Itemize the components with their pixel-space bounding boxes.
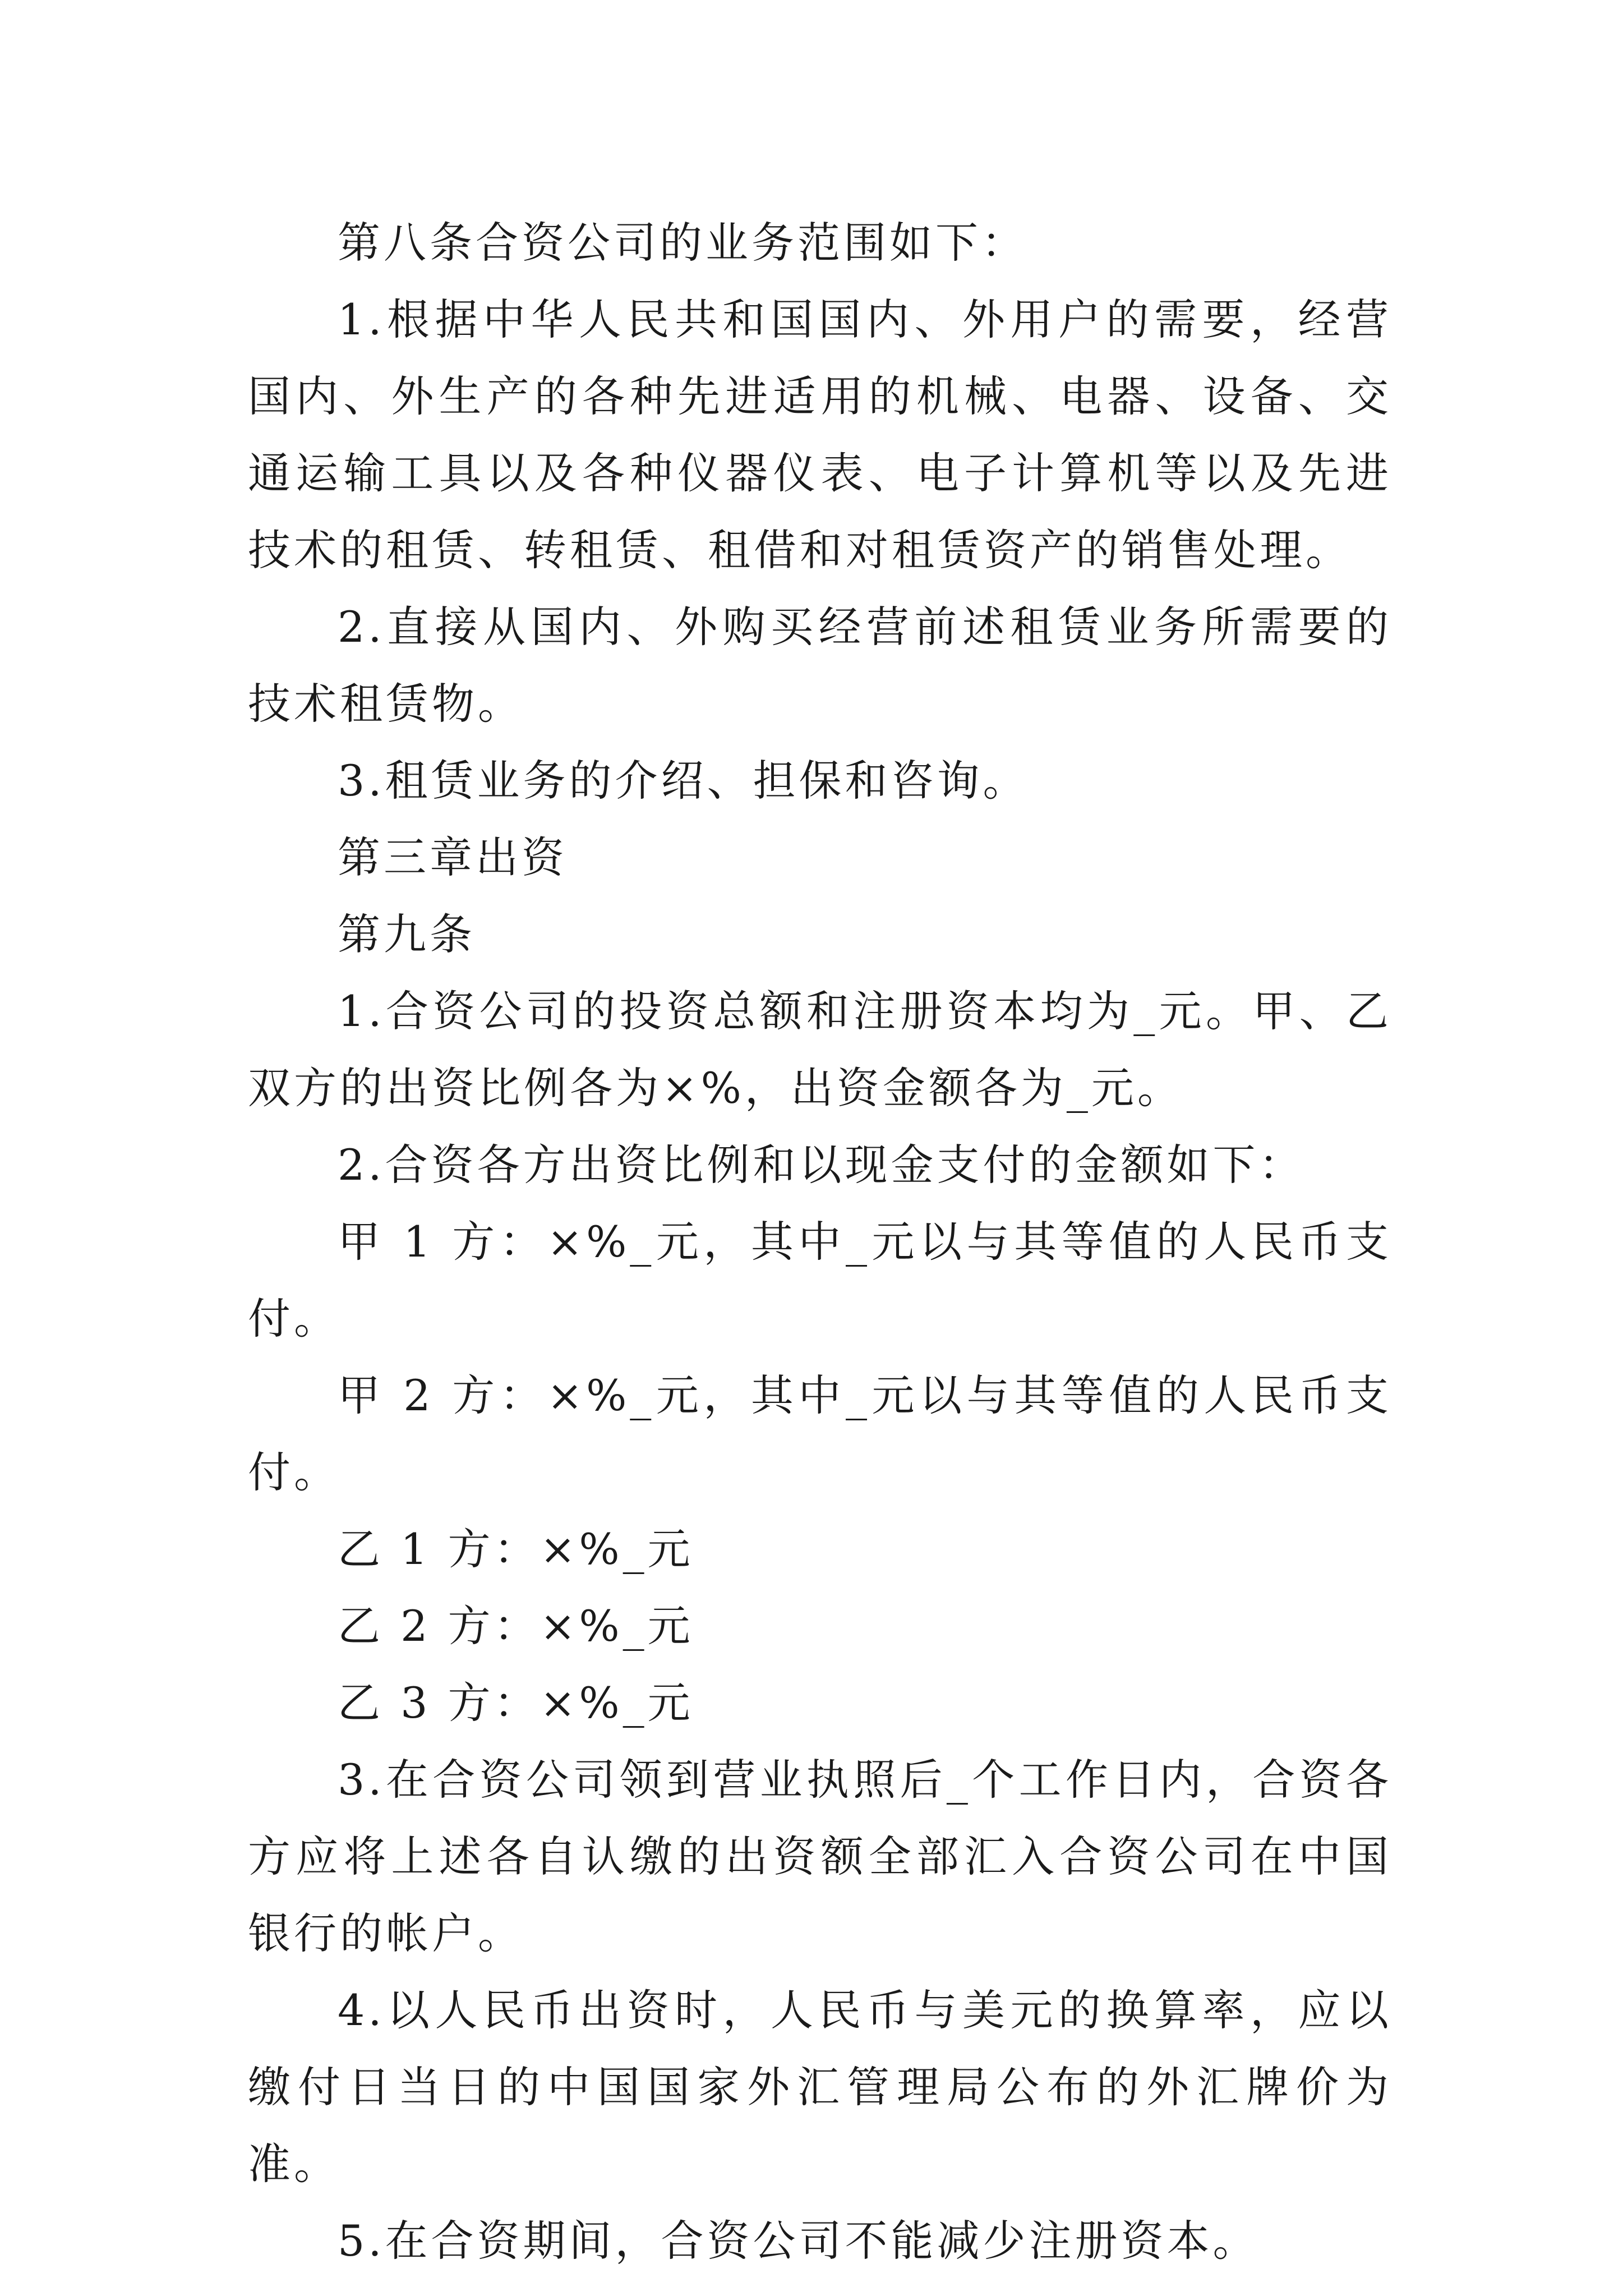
article-8-heading: 第八条合资公司的业务范围如下： xyxy=(338,218,1027,268)
party-a1-line: 甲 1 方：×%_元，其中_元以与其等值的人民币支付。 xyxy=(248,1217,1392,1343)
document-body xyxy=(248,204,1392,2279)
article-9-heading: 第九条 xyxy=(338,909,476,959)
party-b3-line: 乙 3 方：×%_元 xyxy=(338,1678,694,1728)
article-9-item-1: 1.合资公司的投资总额和注册资本均为_元。甲、乙双方的出资比例各为×%，出资金额各为_元。 xyxy=(248,986,1392,1113)
article-9-item-2: 2.合资各方出资比例和以现金支付的金额如下： xyxy=(338,1140,1305,1190)
chapter-3-heading: 第三章出资 xyxy=(338,832,568,882)
article-8-item-2: 2.直接从国内、外购买经营前述租赁业务所需要的技术租赁物。 xyxy=(248,602,1392,729)
article-9-item-5: 5.在合资期间，合资公司不能减少注册资本。 xyxy=(338,2216,1259,2266)
party-b1-line: 乙 1 方：×%_元 xyxy=(338,1524,694,1574)
article-8-item-1: 1.根据中华人民共和国国内、外用户的需要，经营国内、外生产的各种先进适用的机械、电器、设备、交通运输工具以及各种仪器仪表、电子计算机等以及先进技术的租赁、转租赁、租借和对租赁资产的销售处理。 xyxy=(248,295,1392,575)
article-8-item-3: 3.租赁业务的介绍、担保和咨询。 xyxy=(338,756,1029,806)
party-a2-line: 甲 2 方：×%_元，其中_元以与其等值的人民币支付。 xyxy=(248,1370,1392,1497)
article-9-item-4: 4.以人民币出资时，人民币与美元的换算率，应以缴付日当日的中国国家外汇管理局公布的外汇牌价为准。 xyxy=(248,1985,1392,2189)
party-b2-line: 乙 2 方：×%_元 xyxy=(338,1601,694,1651)
article-9-item-3: 3.在合资公司领到营业执照后_个工作日内，合资各方应将上述各自认缴的出资额全部汇入合资公司在中国银行的帐户。 xyxy=(248,1755,1392,1958)
